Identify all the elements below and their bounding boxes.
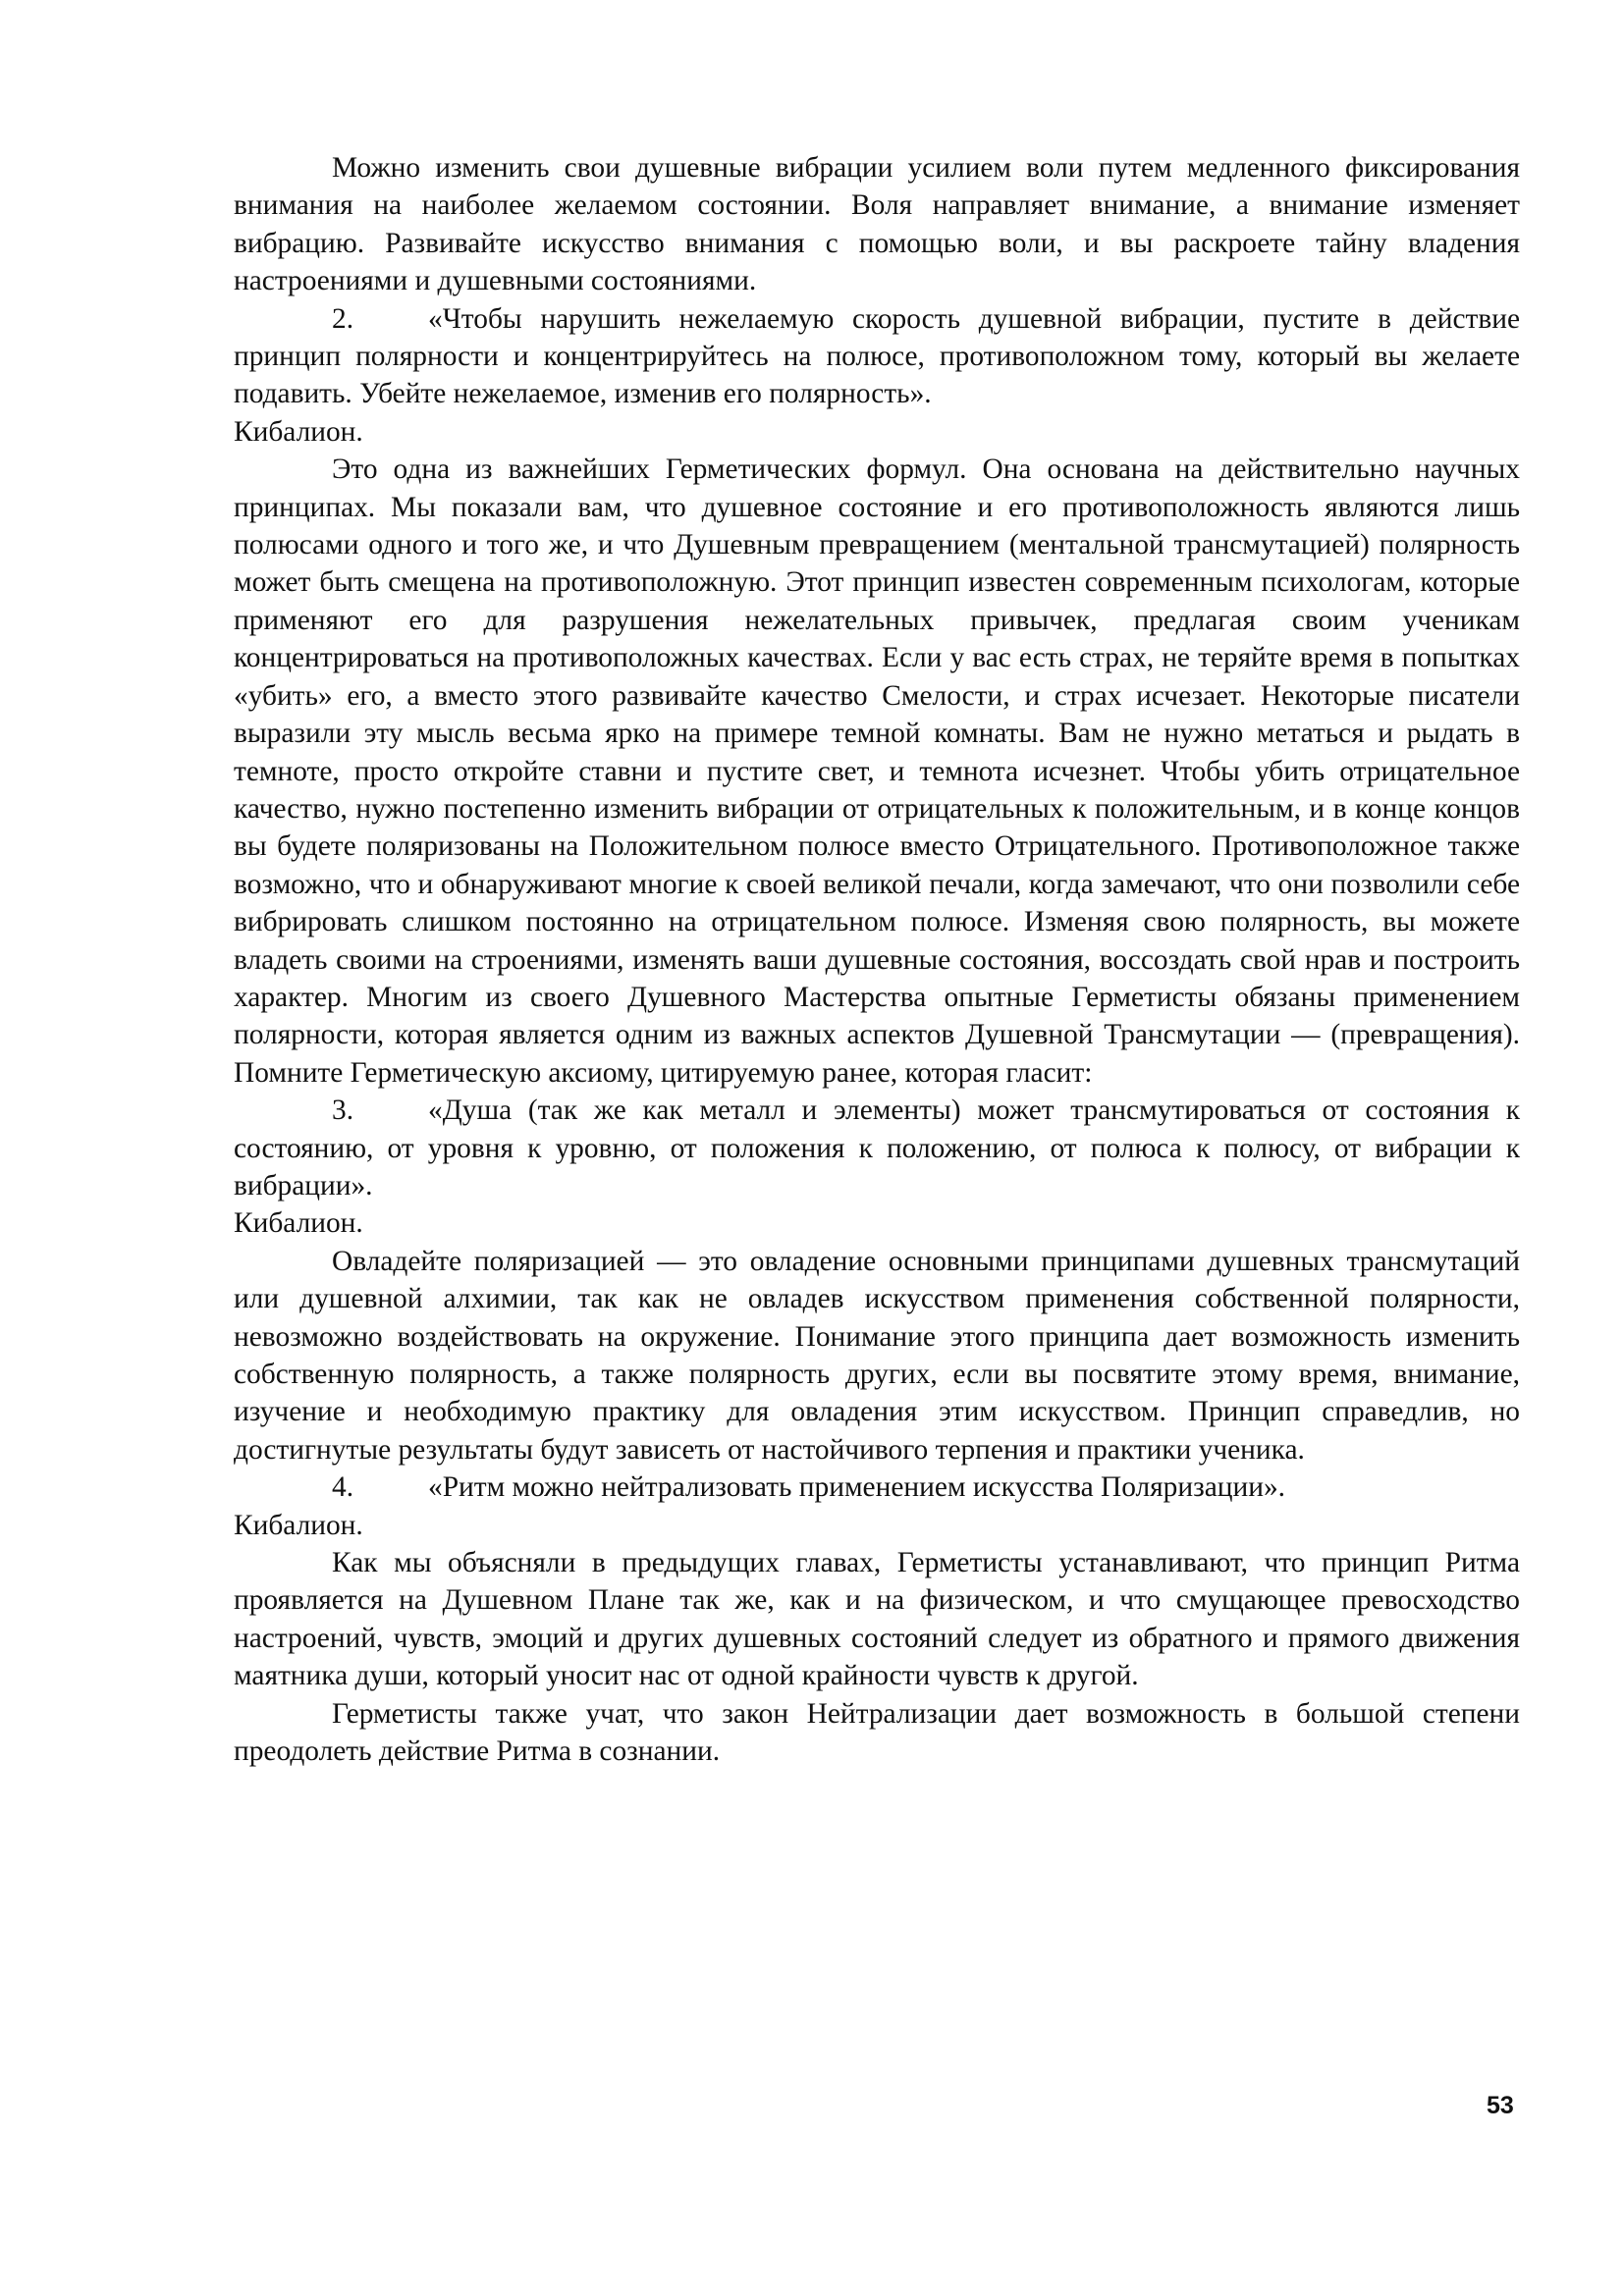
quote-transmutation-text: «Душа (так же как металл и элементы) может трансмутироваться от состояния к состоянию, от уровня к уровню, от положения к положению, от полюса к полюсу, от вибрации к вибрации». [234, 1095, 1520, 1201]
document-body [234, 149, 1520, 1770]
quote-rhythm-text: «Ритм можно нейтрализовать применением искусства Поляризации». [428, 1471, 1285, 1504]
numbered-quote-2 [234, 300, 1520, 413]
page-number: 53 [1487, 2092, 1514, 2119]
item-number-2: 2. [332, 302, 354, 335]
quote-polarity-text: «Чтобы нарушить нежелаемую скорость душевной вибрации, пустите в действие принцип полярности и концентрируйтесь на полюсе, противоположном тому, который вы желаете подавить. Убейте нежелаемое, изменив его полярность». [234, 302, 1520, 410]
numbered-quote-3 [234, 1092, 1520, 1204]
source-kybalion-1: Кибалион. [234, 415, 363, 448]
paragraph-neutralization: Герметисты также учат, что закон Нейтрализации дает возможность в большой степени преодолеть действие Ритма в сознании. [234, 1697, 1520, 1768]
paragraph-master-polarization: Овладейте поляризацией — это овладение основными принципами душевных трансмутаций или душевной алхимии, так как не овладев искусством применения собственной полярности, невозможно воздействовать на окружение. Понимание этого принципа дает возможность изменить собственную полярность, а также полярность других, если вы посвятите этому время, внимание, изучение и необходимую практику для овладения этим искусством. Принцип справедлив, но достигнутые результаты будут зависеть от настойчивого терпения и практики ученика. [234, 1245, 1520, 1466]
item-number-3: 3. [332, 1095, 354, 1127]
item-number-4: 4. [332, 1471, 354, 1504]
paragraph-will-attention: Можно изменить свои душевные вибрации усилием воли путем медленного фиксирования внимания на наиболее желаемом состоянии. Воля направляет внимание, а внимание изменяет вибрацию. Развивайте искусство внимания с помощью воли, и вы раскроете тайну владения настроениями и душевными состояниями. [234, 152, 1520, 297]
numbered-quote-4 [234, 1468, 1520, 1506]
paragraph-hermetic-formula: Это одна из важнейших Герметических формул. Она основана на действительно научных принципах. Мы показали вам, что душевное состояние и его противоположность являются лишь полюсами одного и того же, и что Душевным превращением (ментальной трансмутацией) полярность может быть смещена на противоположную. Этот принцип известен современным психологам, которые применяют его для разрушения нежелательных привычек, предлагая своим ученикам концентрироваться на противоположных качествах. Если у вас есть страх, не теряйте время в попытках «убить» его, а вместо этого развивайте качество Смелости, и страх исчезает. Некоторые писатели выразили эту мысль весьма ярко на примере темной комнаты. Вам не нужно метаться и рыдать в темноте, просто откройте ставни и пустите свет, и темнота исчезнет. Чтобы убить отрицательное качество, нужно постепенно изменить вибрации от отрицательных к положительным, и в конце концов вы будете поляризованы на Положительном полюсе вместо Отрицательного. Противоположное также возможно, что и обнаруживают многие к своей великой печали, когда замечают, что они позволили себе вибрировать слишком постоянно на отрицательном полюсе. Изменяя свою полярность, вы можете владеть своими на строениями, изменять ваши душевные состояния, воссоздать свой нрав и построить характер. Многим из своего Душевного Мастерства опытные Герметисты обязаны применением полярности, которая является одним из важных аспектов Душевной Трансмутации — (превращения). Помните Герметическую аксиому, цитируемую ранее, которая гласит: [234, 454, 1520, 1089]
paragraph-rhythm-mental-plane: Как мы объясняли в предыдущих главах, Герметисты устанавливают, что принцип Ритма проявляется на Душевном Плане так же, как и на физическом, и что смущающее превосходство настроений, чувств, эмоций и других душевных состояний следует из обратного и прямого движения маятника души, который уносит нас от одной крайности чувств к другой. [234, 1547, 1520, 1692]
source-kybalion-2: Кибалион. [234, 1207, 363, 1240]
source-kybalion-3: Кибалион. [234, 1509, 363, 1541]
